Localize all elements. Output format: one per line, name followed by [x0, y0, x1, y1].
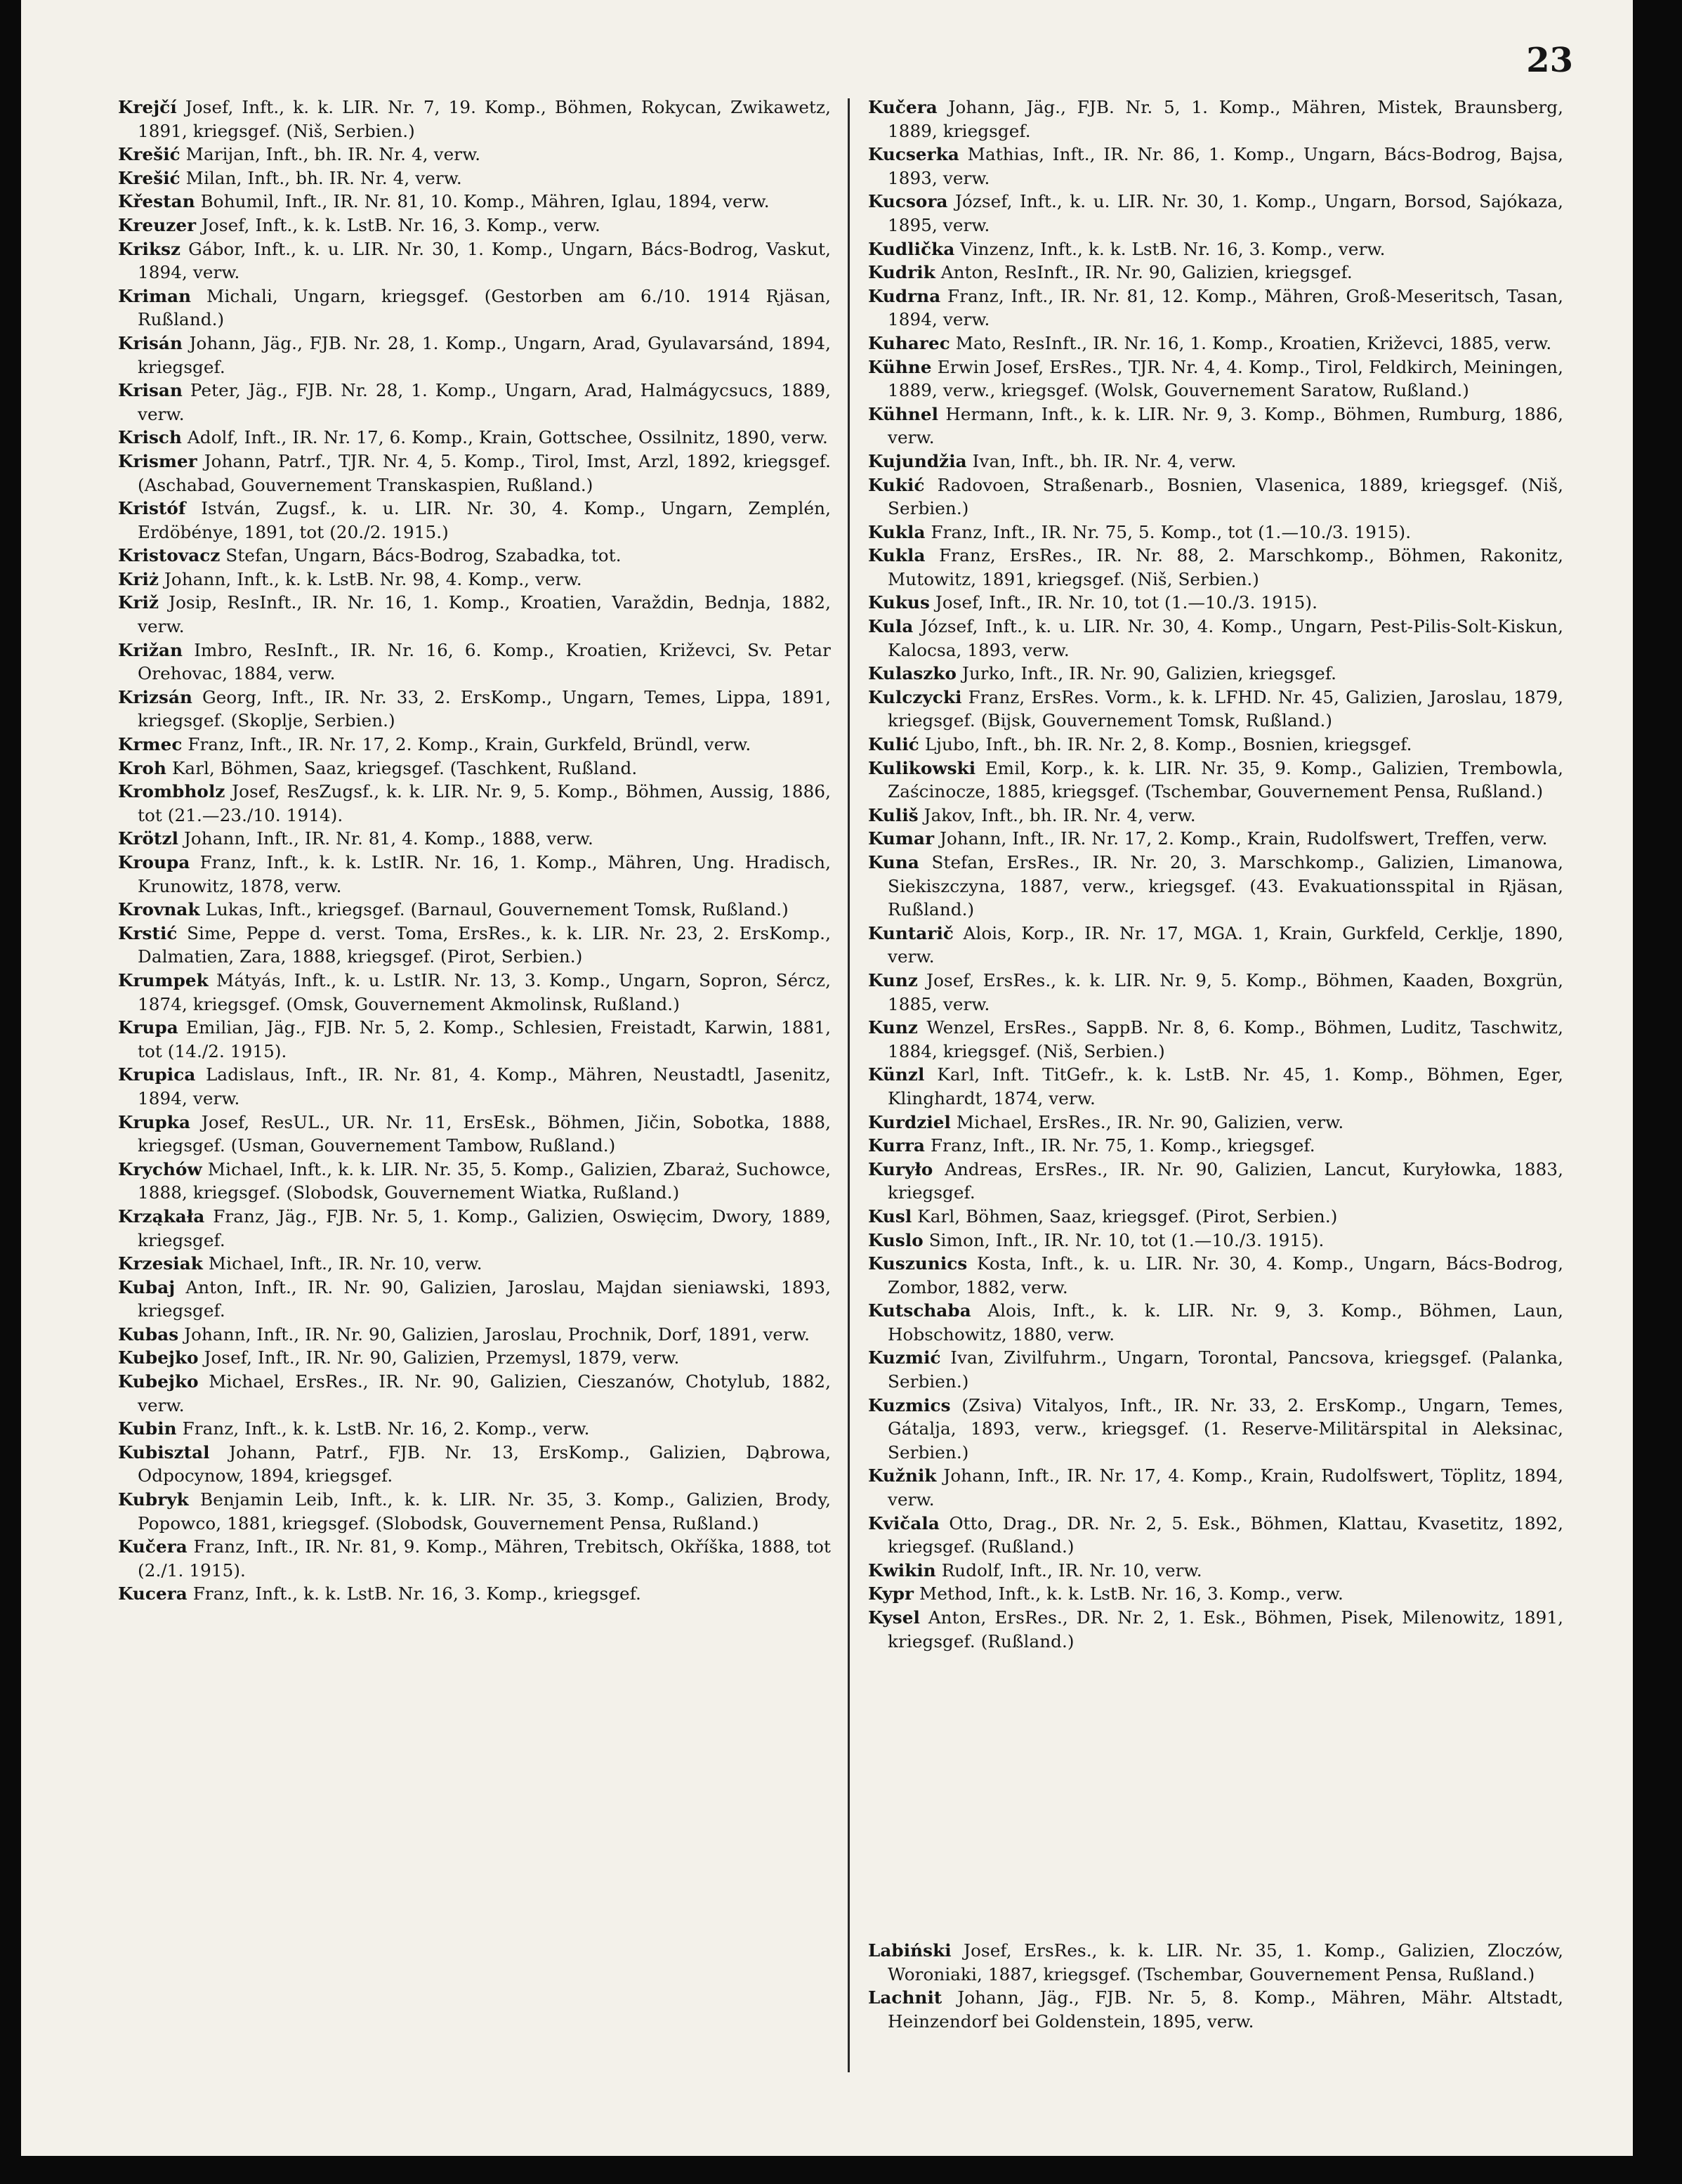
entry-details: Ljubo, Inft., bh. IR. Nr. 2, 8. Komp., Bosnien, kriegsgef. — [924, 734, 1412, 755]
register-entry — [118, 332, 831, 379]
entry-surname: Kuzmić — [868, 1347, 941, 1368]
entry-details: Andreas, ErsRes., IR. Nr. 90, Galizien, Lancut, Kuryłowka, 1883, kriegsgef. — [888, 1158, 1564, 1203]
entry-details: Vinzenz, Inft., k. k. LstB. Nr. 16, 3. Komp., verw. — [960, 238, 1386, 259]
entry-surname: Krumpek — [118, 969, 209, 990]
entry-surname: Krešić — [118, 167, 180, 188]
entry-details: Johann, Jäg., FJB. Nr. 5, 8. Komp., Mähren, Mähr. Altstadt, Heinzendorf bei Goldenstein, 1895, verw. — [888, 1987, 1563, 2032]
entry-surname: Kuszunics — [868, 1253, 968, 1274]
register-entry — [118, 426, 831, 450]
entry-surname: Kroh — [118, 757, 167, 778]
register-entry — [118, 237, 831, 285]
entry-surname: Kukus — [868, 592, 930, 613]
register-entry — [118, 1323, 831, 1347]
entry-surname: Kukla — [868, 521, 926, 542]
entry-surname: Kriman — [118, 285, 192, 306]
entry-surname: Krešić — [118, 144, 180, 165]
register-entry — [118, 1158, 831, 1205]
entry-details: Benjamin Leib, Inft., k. k. LIR. Nr. 35, 3. Komp., Galizien, Brody, Popowco, 1881, kriegsgef. (Slobodsk, Gouvernement Pensa, Rußland.) — [138, 1489, 831, 1534]
entry-details: Alois, Korp., IR. Nr. 17, MGA. 1, Krain, Gurkfeld, Cerklje, 1890, verw. — [888, 922, 1564, 967]
register-entry — [868, 1939, 1563, 1986]
entry-surname: Kuryło — [868, 1158, 933, 1179]
register-entry — [868, 1063, 1563, 1110]
entry-surname: Kubaj — [118, 1276, 176, 1297]
entry-details: Michael, Inft., k. k. LIR. Nr. 35, 5. Komp., Galizien, Zbaraż, Suchowce, 1888, kriegsgef. (Slobodsk, Gouvernement Wiatka, Rußland.) — [138, 1158, 831, 1203]
register-entry — [118, 922, 831, 969]
register-entry — [868, 143, 1563, 190]
register-entry — [868, 1986, 1563, 2033]
entry-details: Johann, Inft., IR. Nr. 17, 2. Komp., Krain, Rudolfswert, Treffen, verw. — [940, 828, 1548, 849]
register-entry — [868, 1299, 1563, 1346]
entry-surname: Kula — [868, 616, 914, 637]
register-entry — [868, 1606, 1563, 1653]
entry-surname: Kuslo — [868, 1229, 924, 1250]
entry-details: Franz, Inft., IR. Nr. 75, 1. Komp., kriegsgef. — [931, 1135, 1315, 1156]
register-entry — [118, 1370, 831, 1417]
register-entry — [118, 969, 831, 1016]
entry-details: Franz, ErsRes., IR. Nr. 88, 2. Marschkomp., Böhmen, Rakonitz, Mutowitz, 1891, kriegsgef. (Niš, Serbien.) — [888, 545, 1563, 589]
entry-surname: Kubisztal — [118, 1441, 210, 1463]
entry-surname: Kuzmics — [868, 1394, 951, 1415]
left-edge-shadow — [0, 0, 21, 2184]
entry-details: Radovoen, Straßenarb., Bosnien, Vlasenica, 1889, kriegsgef. (Niš, Serbien.) — [888, 474, 1563, 519]
entry-details: Karl, Inft. TitGefr., k. k. LstB. Nr. 45, 1. Komp., Böhmen, Eger, Klinghardt, 1874, verw. — [888, 1064, 1564, 1109]
register-entry — [118, 1417, 831, 1441]
register-entry — [868, 190, 1563, 237]
register-entry — [118, 1488, 831, 1535]
entry-surname: Kypr — [868, 1583, 914, 1604]
entry-surname: Krzesiak — [118, 1253, 203, 1274]
entry-details: Gábor, Inft., k. u. LIR. Nr. 30, 1. Komp., Ungarn, Bács-Bodrog, Vaskut, 1894, verw. — [138, 238, 831, 283]
entry-surname: Kriksz — [118, 238, 181, 259]
register-entry — [118, 1111, 831, 1158]
column-divider — [848, 98, 850, 2072]
register-entry — [868, 237, 1563, 261]
register-entry — [868, 1582, 1563, 1606]
register-entry — [118, 757, 831, 780]
entry-details: Bohumil, Inft., IR. Nr. 81, 10. Komp., Mähren, Iglau, 1894, verw. — [200, 191, 770, 212]
register-entry — [118, 1276, 831, 1323]
register-entry — [118, 1582, 831, 1606]
entry-surname: Kužnik — [868, 1465, 937, 1486]
register-entry — [118, 214, 831, 237]
register-entry — [868, 96, 1563, 143]
entry-details: Georg, Inft., IR. Nr. 33, 2. ErsKomp., Ungarn, Temes, Lippa, 1891, kriegsgef. (Skoplje, Serbien.) — [138, 686, 831, 731]
entry-details: (Zsiva) Vitalyos, Inft., IR. Nr. 33, 2. ErsKomp., Ungarn, Temes, Gátalja, 1893, verw., kriegsgef. (1. Reserve-Militärspital in Aleksinac, Serbien.) — [888, 1394, 1563, 1463]
register-entry — [118, 1205, 831, 1252]
entry-details: Stefan, ErsRes., IR. Nr. 20, 3. Marschkomp., Galizien, Limanowa, Siekiszczyna, 1887, verw., kriegsgef. (43. Evakuationsspital in Rjäsan, Rußland.) — [888, 852, 1563, 920]
register-entry — [118, 190, 831, 214]
entry-details: Milan, Inft., bh. IR. Nr. 4, verw. — [185, 167, 462, 188]
register-entry — [868, 851, 1563, 922]
register-entry — [118, 591, 831, 638]
entry-surname: Kusl — [868, 1205, 912, 1227]
entry-surname: Krizsán — [118, 686, 193, 707]
register-entry — [868, 1205, 1563, 1229]
entry-surname: Kučera — [118, 1536, 188, 1557]
register-entry — [118, 166, 831, 190]
entry-surname: Kunz — [868, 969, 918, 990]
entry-details: Jakov, Inft., bh. IR. Nr. 4, verw. — [924, 804, 1196, 825]
register-entry — [118, 733, 831, 757]
register-entry — [118, 568, 831, 591]
entry-details: Franz, Inft., IR. Nr. 81, 9. Komp., Mähren, Trebitsch, Okříška, 1888, tot (2./1. 1915). — [138, 1536, 831, 1581]
register-entry — [868, 403, 1563, 450]
entry-details: Josef, Inft., k. k. LstB. Nr. 16, 3. Komp., verw. — [202, 214, 600, 235]
register-entry — [118, 898, 831, 922]
entry-details: József, Inft., k. u. LIR. Nr. 30, 4. Komp., Ungarn, Pest-Pilis-Solt-Kiskun, Kalocsa, 1893, verw. — [888, 616, 1564, 660]
register-entry — [868, 1134, 1563, 1158]
entry-surname: Kreuzer — [118, 214, 197, 235]
entry-surname: Kulić — [868, 734, 919, 755]
entry-surname: Krstić — [118, 922, 178, 943]
entry-surname: Kunz — [868, 1017, 918, 1038]
register-entry — [118, 780, 831, 827]
entry-surname: Labiński — [868, 1940, 952, 1961]
entry-details: Method, Inft., k. k. LstB. Nr. 16, 3. Komp., verw. — [919, 1583, 1343, 1604]
entry-details: Franz, Inft., IR. Nr. 17, 2. Komp., Krain, Gurkfeld, Bründl, verw. — [188, 734, 751, 755]
register-entry — [118, 1063, 831, 1110]
entry-details: Johann, Inft., IR. Nr. 81, 4. Komp., 1888, verw. — [183, 828, 593, 849]
entry-surname: Krupica — [118, 1064, 196, 1085]
right-column — [868, 96, 1563, 1653]
entry-surname: Kubryk — [118, 1489, 189, 1510]
register-entry — [118, 686, 831, 733]
register-entry — [118, 827, 831, 851]
entry-details: Johann, Inft., k. k. LstB. Nr. 98, 4. Komp., verw. — [164, 568, 582, 589]
register-entry — [868, 804, 1563, 828]
bottom-edge-shadow — [0, 2156, 1682, 2184]
register-entry — [868, 1559, 1563, 1583]
entry-surname: Kurra — [868, 1135, 926, 1156]
register-entry — [868, 1111, 1563, 1134]
entry-surname: Križan — [118, 639, 183, 660]
entry-details: Mathias, Inft., IR. Nr. 86, 1. Komp., Ungarn, Bács-Bodrog, Bajsa, 1893, verw. — [888, 144, 1563, 188]
right-edge-shadow — [1633, 0, 1682, 2184]
page-number: 23 — [1526, 41, 1573, 80]
entry-details: Alois, Inft., k. k. LIR. Nr. 9, 3. Komp., Böhmen, Laun, Hobschowitz, 1880, verw. — [888, 1300, 1563, 1345]
entry-details: Franz, Inft., IR. Nr. 75, 5. Komp., tot (1.—10./3. 1915). — [931, 521, 1412, 542]
entry-details: Josip, ResInft., IR. Nr. 16, 1. Komp., Kroatien, Varaždin, Bednja, 1882, verw. — [138, 592, 831, 637]
register-entry — [868, 591, 1563, 615]
register-entry — [868, 450, 1563, 473]
entry-details: Kosta, Inft., k. u. LIR. Nr. 30, 4. Komp., Ungarn, Bács-Bodrog, Zombor, 1882, verw. — [888, 1253, 1563, 1297]
entry-details: Ivan, Zivilfuhrm., Ungarn, Torontal, Pancsova, kriegsgef. (Palanka, Serbien.) — [888, 1347, 1564, 1392]
register-entry — [868, 355, 1563, 403]
entry-details: Johann, Jäg., FJB. Nr. 5, 1. Komp., Mähren, Mistek, Braunsberg, 1889, kriegsgef. — [888, 97, 1563, 141]
entry-details: Sime, Peppe d. verst. Toma, ErsRes., k. k. LIR. Nr. 23, 2. ErsKomp., Dalmatien, Zara, 1888, kriegsgef. (Pirot, Serbien.) — [138, 922, 831, 967]
register-entry — [118, 497, 831, 544]
entry-surname: Kwikin — [868, 1559, 936, 1581]
entry-surname: Kühnel — [868, 403, 939, 424]
entry-details: Mato, ResInft., IR. Nr. 16, 1. Komp., Kroatien, Križevci, 1885, verw. — [955, 332, 1552, 353]
entry-surname: Kulczycki — [868, 686, 962, 707]
register-entry — [118, 1441, 831, 1488]
register-entry — [118, 1016, 831, 1063]
entry-surname: Kukla — [868, 545, 926, 566]
entry-details: Wenzel, ErsRes., SappB. Nr. 8, 6. Komp., Böhmen, Luditz, Taschwitz, 1884, kriegsgef. (Niš, Serbien.) — [888, 1017, 1563, 1061]
entry-details: Michali, Ungarn, kriegsgef. (Gestorben am 6./10. 1914 Rjäsan, Rußland.) — [138, 285, 831, 330]
entry-details: Josef, ResZugsf., k. k. LIR. Nr. 9, 5. Komp., Böhmen, Aussig, 1886, tot (21.—23./10. 1914). — [138, 781, 831, 825]
entry-details: Josef, ErsRes., k. k. LIR. Nr. 35, 1. Komp., Galizien, Zloczów, Woroniaki, 1887, kriegsgef. (Tschembar, Gouvernement Pensa, Rußland.) — [888, 1940, 1563, 1984]
entry-surname: Kysel — [868, 1607, 920, 1628]
register-entry — [868, 827, 1563, 851]
entry-details: István, Zugsf., k. u. LIR. Nr. 30, 4. Komp., Ungarn, Zemplén, Erdöbénye, 1891, tot (20./2. 1915.) — [138, 498, 831, 542]
entry-details: Josef, ErsRes., k. k. LIR. Nr. 9, 5. Komp., Böhmen, Kaaden, Boxgrün, 1885, verw. — [888, 969, 1563, 1014]
entry-surname: Krötzl — [118, 828, 179, 849]
entry-details: Johann, Inft., IR. Nr. 90, Galizien, Jaroslau, Prochnik, Dorf, 1891, verw. — [184, 1323, 810, 1345]
entry-details: Marijan, Inft., bh. IR. Nr. 4, verw. — [185, 144, 481, 165]
entry-surname: Kuna — [868, 852, 919, 872]
entry-surname: Krisán — [118, 332, 183, 353]
entry-details: Hermann, Inft., k. k. LIR. Nr. 9, 3. Komp., Böhmen, Rumburg, 1886, verw. — [888, 403, 1564, 448]
entry-surname: Kutschaba — [868, 1300, 971, 1321]
entry-details: Franz, Jäg., FJB. Nr. 5, 1. Komp., Galizien, Oswięcim, Dwory, 1889, kriegsgef. — [138, 1205, 831, 1250]
entry-details: Franz, ErsRes. Vorm., k. k. LFHD. Nr. 45, Galizien, Jaroslau, 1879, kriegsgef. (Bijsk, Gouvernement Tomsk, Rußland.) — [888, 686, 1564, 731]
register-entry — [118, 450, 831, 497]
entry-details: Adolf, Inft., IR. Nr. 17, 6. Komp., Krain, Gottschee, Ossilnitz, 1890, verw. — [187, 427, 828, 448]
entry-details: Johann, Jäg., FJB. Nr. 28, 1. Komp., Ungarn, Arad, Gyulavarsánd, 1894, kriegsgef. — [138, 332, 831, 377]
register-entry — [118, 1535, 831, 1582]
entry-surname: Kubejko — [118, 1347, 199, 1368]
entry-details: Franz, Inft., k. k. LstB. Nr. 16, 3. Komp., kriegsgef. — [192, 1583, 641, 1604]
entry-details: Karl, Böhmen, Saaz, kriegsgef. (Pirot, Serbien.) — [917, 1205, 1338, 1227]
entry-surname: Kulikowski — [868, 757, 976, 778]
entry-surname: Krismer — [118, 450, 197, 471]
entry-details: Jurko, Inft., IR. Nr. 90, Galizien, kriegsgef. — [961, 663, 1337, 684]
register-entry — [868, 733, 1563, 757]
register-entry — [118, 96, 831, 143]
register-entry — [868, 1346, 1563, 1393]
entry-details: Stefan, Ungarn, Bács-Bodrog, Szabadka, tot. — [225, 545, 622, 566]
entry-details: Anton, Inft., IR. Nr. 90, Galizien, Jaroslau, Majdan sieniawski, 1893, kriegsgef. — [138, 1276, 831, 1321]
entry-details: Simon, Inft., IR. Nr. 10, tot (1.—10./3. 1915). — [928, 1229, 1325, 1250]
entry-details: Johann, Inft., IR. Nr. 17, 4. Komp., Krain, Rudolfswert, Töplitz, 1894, verw. — [888, 1465, 1563, 1510]
entry-surname: Kubejko — [118, 1371, 199, 1392]
register-entry — [868, 1464, 1563, 1511]
register-entry — [868, 261, 1563, 285]
register-entry — [118, 544, 831, 568]
entry-surname: Künzl — [868, 1064, 925, 1085]
entry-details: Anton, ResInft., IR. Nr. 90, Galizien, kriegsgef. — [940, 262, 1353, 283]
register-entry — [868, 285, 1563, 332]
entry-surname: Kudlička — [868, 238, 955, 259]
entry-surname: Kucsora — [868, 191, 948, 212]
entry-surname: Kubin — [118, 1418, 177, 1439]
entry-surname: Kristóf — [118, 498, 186, 519]
register-entry — [868, 1229, 1563, 1253]
entry-details: József, Inft., k. u. LIR. Nr. 30, 1. Komp., Ungarn, Borsod, Sajókaza, 1895, verw. — [888, 191, 1563, 235]
entry-surname: Lachnit — [868, 1987, 942, 2008]
register-entry — [118, 1252, 831, 1276]
register-entry — [868, 521, 1563, 544]
register-entry — [868, 332, 1563, 355]
entry-surname: Kulaszko — [868, 663, 957, 684]
entry-surname: Krmec — [118, 734, 183, 755]
register-entry — [118, 851, 831, 898]
register-entry — [118, 285, 831, 332]
entry-surname: Krupa — [118, 1017, 178, 1038]
entry-details: Michael, ErsRes., IR. Nr. 90, Galizien, verw. — [956, 1111, 1344, 1132]
entry-surname: Kurdziel — [868, 1111, 951, 1132]
entry-surname: Kubas — [118, 1323, 179, 1345]
entry-details: Rudolf, Inft., IR. Nr. 10, verw. — [941, 1559, 1202, 1581]
entry-details: Karl, Böhmen, Saaz, kriegsgef. (Taschkent, Rußland. — [171, 757, 638, 778]
entry-details: Anton, ErsRes., DR. Nr. 2, 1. Esk., Böhmen, Pisek, Milenowitz, 1891, kriegsgef. (Rußland.) — [888, 1607, 1563, 1652]
entry-details: Johann, Patrf., FJB. Nr. 13, ErsKomp., Galizien, Dąbrowa, Odpocynow, 1894, kriegsgef. — [138, 1441, 831, 1486]
entry-details: Michael, Inft., IR. Nr. 10, verw. — [208, 1253, 482, 1274]
entry-surname: Križ — [118, 592, 159, 613]
register-entry — [868, 1512, 1563, 1559]
register-entry — [868, 686, 1563, 733]
entry-details: Franz, Inft., k. k. LstIR. Nr. 16, 1. Komp., Mähren, Ung. Hradisch, Krunowitz, 1878, verw. — [138, 852, 831, 896]
entry-details: Franz, Inft., k. k. LstB. Nr. 16, 2. Komp., verw. — [182, 1418, 590, 1439]
register-entry — [868, 969, 1563, 1016]
register-entry — [868, 1016, 1563, 1063]
entry-surname: Krisan — [118, 380, 183, 401]
register-entry — [868, 1252, 1563, 1299]
register-entry — [118, 143, 831, 166]
entry-details: Imbro, ResInft., IR. Nr. 16, 6. Komp., Kroatien, Križevci, Sv. Petar Orehovac, 1884, verw. — [138, 639, 831, 684]
entry-details: Josef, Inft., k. k. LIR. Nr. 7, 19. Komp., Böhmen, Rokycan, Zwikawetz, 1891, kriegsgef. (Niš, Serbien.) — [138, 97, 831, 141]
entry-surname: Kumar — [868, 828, 935, 849]
entry-surname: Kristovacz — [118, 545, 221, 566]
entry-surname: Kucserka — [868, 144, 959, 165]
left-column — [118, 96, 831, 1606]
entry-surname: Kudrik — [868, 262, 935, 283]
entry-surname: Kuharec — [868, 332, 950, 353]
entry-details: Otto, Drag., DR. Nr. 2, 5. Esk., Böhmen, Klattau, Kvasetitz, 1892, kriegsgef. (Rußland.) — [888, 1512, 1563, 1557]
entry-surname: Kučera — [868, 97, 938, 117]
entry-details: Franz, Inft., IR. Nr. 81, 12. Komp., Mähren, Groß-Meseritsch, Tasan, 1894, verw. — [888, 285, 1563, 330]
register-entry — [868, 757, 1563, 804]
entry-details: Josef, Inft., IR. Nr. 90, Galizien, Przemysl, 1879, verw. — [204, 1347, 680, 1368]
entry-surname: Krupka — [118, 1111, 190, 1132]
register-entry — [868, 1158, 1563, 1205]
entry-details: Emilian, Jäg., FJB. Nr. 5, 2. Komp., Schlesien, Freistadt, Karwin, 1881, tot (14./2. 1915). — [138, 1017, 831, 1061]
entry-surname: Krisch — [118, 427, 182, 448]
entry-details: Peter, Jäg., FJB. Nr. 28, 1. Komp., Ungarn, Arad, Halmágycsucs, 1889, verw. — [138, 380, 831, 424]
entry-surname: Krombholz — [118, 781, 225, 802]
entry-details: Mátyás, Inft., k. u. LstIR. Nr. 13, 3. Komp., Ungarn, Sopron, Sércz, 1874, kriegsgef. (Omsk, Gouvernement Akmolinsk, Rußland.) — [138, 969, 831, 1014]
entry-surname: Kriż — [118, 568, 159, 589]
entry-details: Michael, ErsRes., IR. Nr. 90, Galizien, Cieszanów, Chotylub, 1882, verw. — [138, 1371, 831, 1415]
entry-surname: Kühne — [868, 356, 932, 377]
entry-surname: Kucera — [118, 1583, 188, 1604]
register-entry — [868, 473, 1563, 521]
register-entry — [118, 1346, 831, 1370]
register-entry — [868, 615, 1563, 662]
entry-details: Josef, Inft., IR. Nr. 10, tot (1.—10./3. 1915). — [935, 592, 1318, 613]
entry-details: Johann, Patrf., TJR. Nr. 4, 5. Komp., Tirol, Imst, Arzl, 1892, kriegsgef. (Aschabad, Gouvernement Transkaspien, Rußland.) — [138, 450, 831, 495]
entry-surname: Kuntarič — [868, 922, 954, 943]
register-entry — [868, 662, 1563, 686]
entry-surname: Kvičala — [868, 1512, 940, 1534]
entry-surname: Krejčí — [118, 97, 177, 117]
entry-details: Lukas, Inft., kriegsgef. (Barnaul, Gouvernement Tomsk, Rußland.) — [205, 899, 789, 920]
entry-surname: Krovnak — [118, 899, 200, 920]
entry-surname: Křestan — [118, 191, 195, 212]
entry-surname: Kujundžia — [868, 450, 967, 471]
entry-details: Ivan, Inft., bh. IR. Nr. 4, verw. — [972, 450, 1237, 471]
entry-details: Ladislaus, Inft., IR. Nr. 81, 4. Komp., Mähren, Neustadtl, Jasenitz, 1894, verw. — [138, 1064, 831, 1109]
register-entry — [868, 544, 1563, 591]
entry-details: Josef, ResUL., UR. Nr. 11, ErsEsk., Böhmen, Jičin, Sobotka, 1888, kriegsgef. (Usman, Gouvernement Tambow, Rußland.) — [138, 1111, 831, 1156]
entry-details: Erwin Josef, ErsRes., TJR. Nr. 4, 4. Komp., Tirol, Feldkirch, Meiningen, 1889, verw., kriegsgef. (Wolsk, Gouvernement Saratow, Rußland.) — [888, 356, 1564, 401]
register-entry — [118, 639, 831, 686]
register-entry — [868, 1394, 1563, 1465]
entry-surname: Kudrna — [868, 285, 941, 306]
right-column-l-section — [868, 1939, 1563, 2033]
entry-surname: Kuliš — [868, 804, 919, 825]
entry-details: Emil, Korp., k. k. LIR. Nr. 35, 9. Komp., Galizien, Trembowla, Zaścinocze, 1885, kriegsgef. (Tschembar, Gouvernement Pensa, Rußland.) — [888, 757, 1564, 802]
entry-surname: Krychów — [118, 1158, 202, 1179]
entry-surname: Kukić — [868, 474, 925, 495]
register-entry — [118, 379, 831, 426]
entry-surname: Kroupa — [118, 852, 190, 872]
entry-surname: Krząkała — [118, 1205, 205, 1227]
register-entry — [868, 922, 1563, 969]
